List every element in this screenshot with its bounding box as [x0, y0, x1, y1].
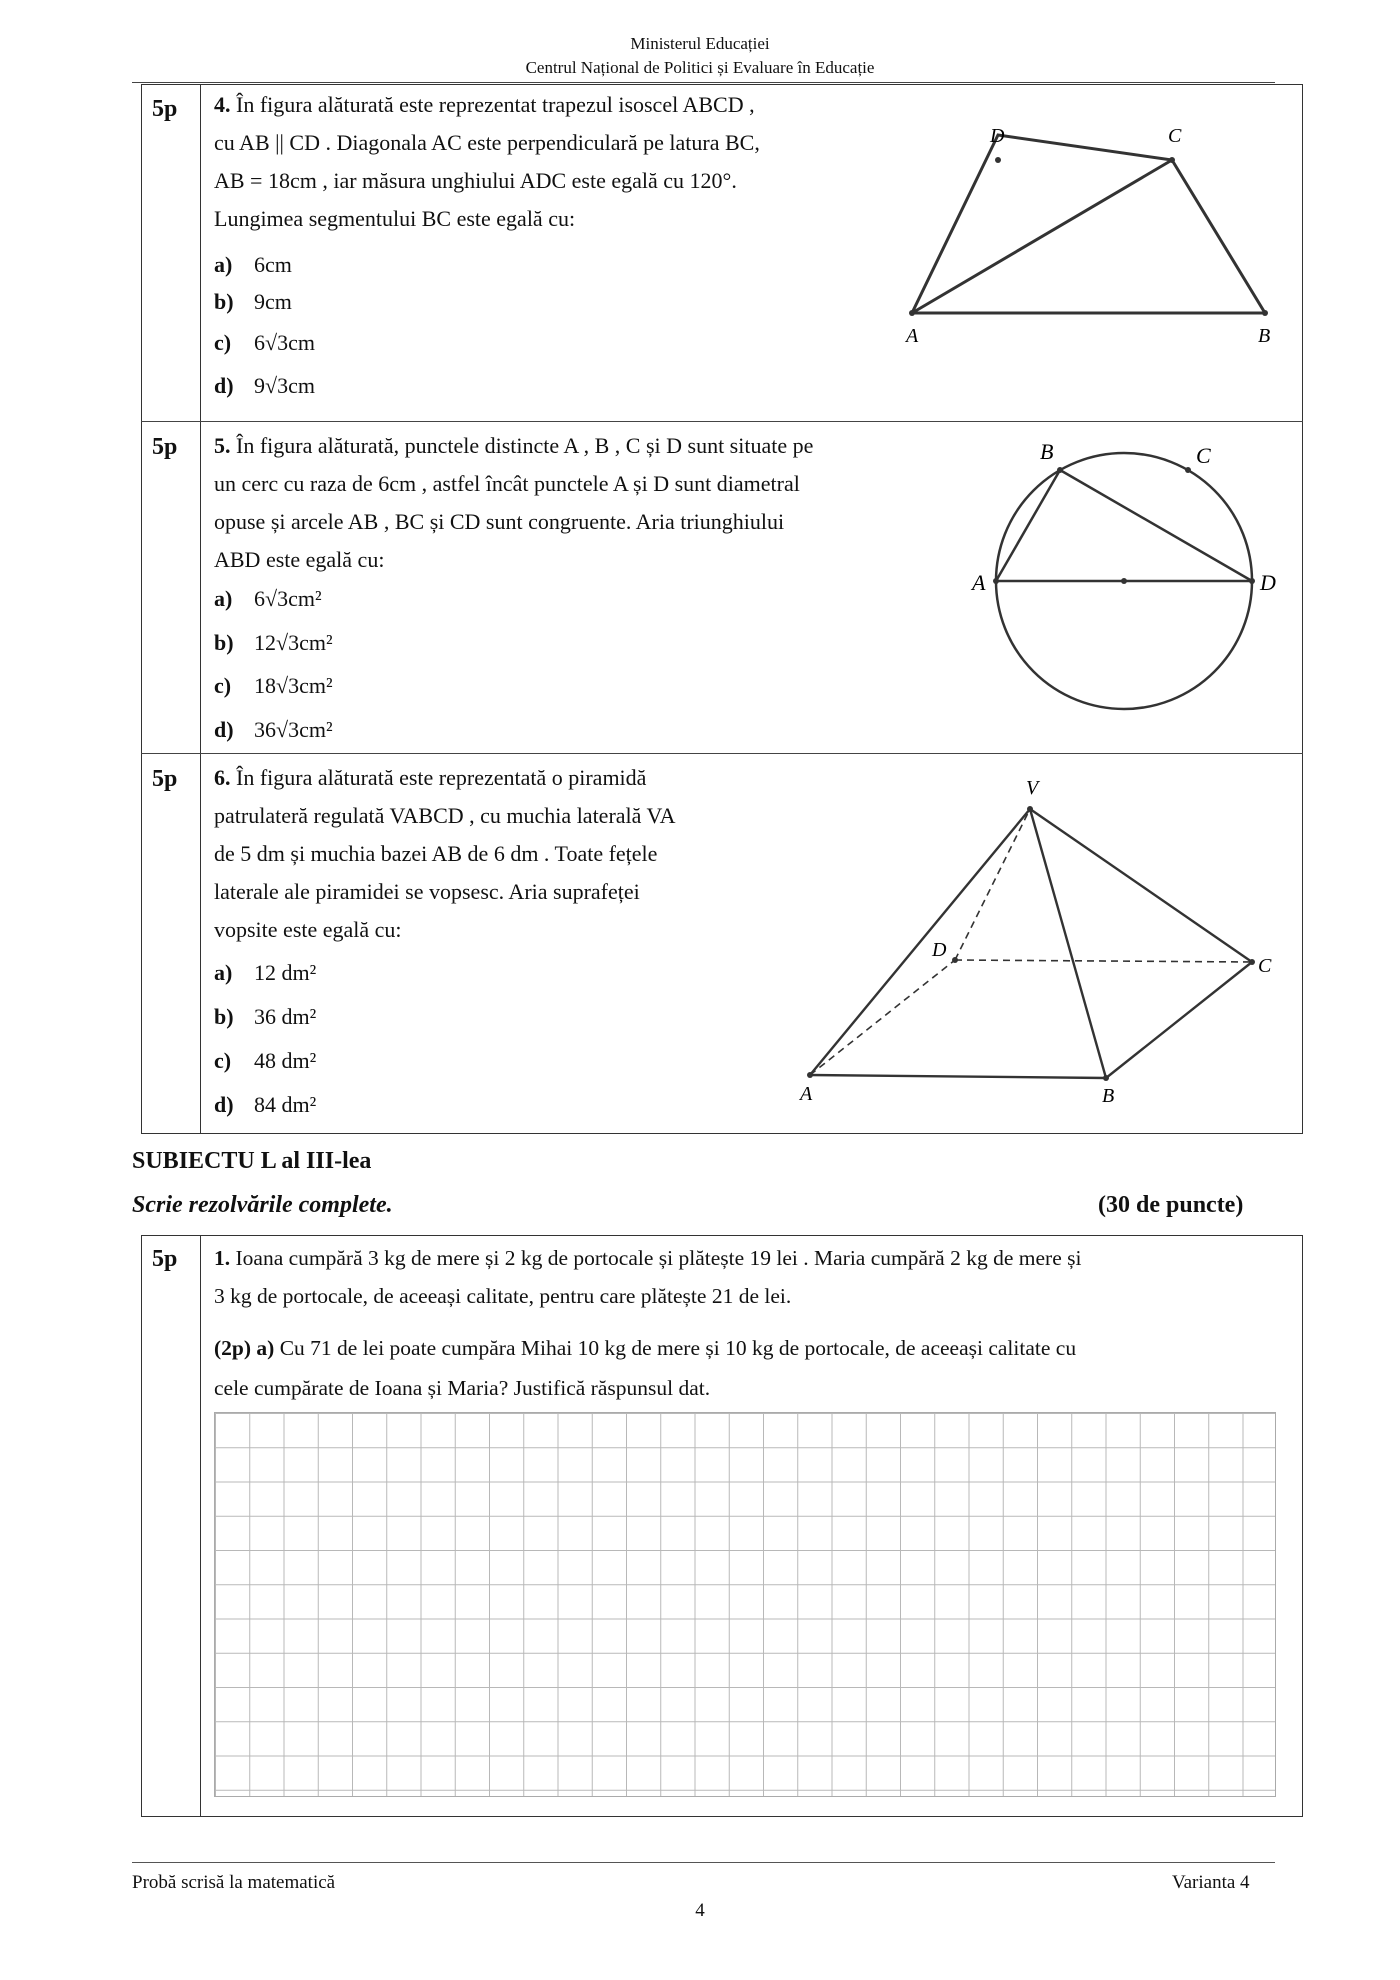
- label-c: C: [1168, 125, 1182, 147]
- q4-text: [214, 86, 870, 238]
- q6-number: 6.: [214, 765, 231, 790]
- q4-line: cu AB || CD . Diagonala AC este perpendiculară pe latura BC,: [214, 130, 760, 155]
- segment-bd: [1060, 470, 1252, 581]
- q6-option-d[interactable]: d) 84 dm²: [214, 1092, 317, 1117]
- center-point: [1121, 578, 1127, 584]
- q4-line: În figura alăturată este reprezentat trapezul isoscel ABCD ,: [236, 92, 755, 117]
- p1-sub-label: (2p) a): [214, 1336, 275, 1360]
- point-d: [995, 157, 1001, 163]
- label-d: D: [932, 939, 947, 961]
- p1-number: 1.: [214, 1246, 231, 1270]
- q5-line: opuse și arcele AB , BC și CD sunt congruente. Aria triunghiului: [214, 509, 785, 534]
- q6-option-c[interactable]: c) 48 dm²: [214, 1048, 317, 1073]
- point-b: [1057, 467, 1063, 473]
- q4-option-c[interactable]: c) 6√3cm: [214, 330, 315, 355]
- q6-line: vopsite este egală cu:: [214, 917, 402, 942]
- q6-line: patrulateră regulată VABCD , cu muchia laterală VA: [214, 803, 676, 828]
- circle-figure: [960, 430, 1280, 720]
- diagonal-ac: [912, 160, 1172, 313]
- label-a: A: [800, 1083, 813, 1105]
- edge-ab: [810, 1075, 1106, 1078]
- p1-sub-line: Cu 71 de lei poate cumpăra Mihai 10 kg de mere și 10 kg de portocale, de aceeași calitate cu: [279, 1336, 1077, 1360]
- q4-option-b[interactable]: b) 9cm: [214, 289, 292, 314]
- point-c: [1249, 959, 1255, 965]
- label-d: D: [1260, 570, 1276, 595]
- footer-rule: [132, 1862, 1275, 1863]
- label-a: A: [972, 570, 986, 595]
- point-c: [1169, 157, 1175, 163]
- section-instruction: Scrie rezolvările complete.: [132, 1192, 393, 1218]
- point-a: [909, 310, 915, 316]
- trapezoid-abcd: [912, 135, 1265, 313]
- label-c: C: [1258, 955, 1272, 977]
- q5-text: [214, 427, 950, 579]
- q5-line: un cerc cu raza de 6cm , astfel încât punctele A și D sunt diametral: [214, 471, 800, 496]
- q5-option-b[interactable]: b) 12√3cm²: [214, 630, 333, 655]
- answer-grid[interactable]: [214, 1412, 1276, 1797]
- q6-line: de 5 dm și muchia bazei AB de 6 dm . Toate fețele: [214, 841, 658, 866]
- q5-option-d[interactable]: d) 36√3cm²: [214, 717, 333, 742]
- q6-option-a[interactable]: a) 12 dm²: [214, 960, 317, 985]
- pyramid-figure: [790, 770, 1290, 1110]
- point-d: [1249, 578, 1255, 584]
- row-divider: [141, 753, 1303, 754]
- label-v: V: [1026, 777, 1039, 799]
- header-rule: [132, 82, 1275, 83]
- trapezoid-figure: [880, 110, 1290, 360]
- q5-number: 5.: [214, 433, 231, 458]
- label-b: B: [1258, 325, 1271, 347]
- p1-text: [214, 1239, 1289, 1315]
- points-column-divider: [200, 84, 201, 1134]
- point-c: [1185, 467, 1191, 473]
- q6-points: 5p: [152, 766, 178, 792]
- label-c: C: [1196, 443, 1211, 468]
- q4-option-d[interactable]: d) 9√3cm: [214, 373, 315, 398]
- q6-line: laterale ale piramidei se vopsesc. Aria suprafeței: [214, 879, 640, 904]
- row-divider: [141, 421, 1303, 422]
- label-a: A: [906, 325, 919, 347]
- q4-line: Lungimea segmentului BC este egală cu:: [214, 206, 576, 231]
- q6-option-b[interactable]: b) 36 dm²: [214, 1004, 317, 1029]
- p1-points: 5p: [152, 1246, 178, 1272]
- header-center: Centrul Național de Politici și Evaluare în Educație: [525, 58, 875, 77]
- point-b: [1103, 1075, 1109, 1081]
- p1-sub-a: [214, 1328, 1289, 1408]
- q4-number: 4.: [214, 92, 231, 117]
- point-d: [952, 957, 958, 963]
- q5-line: În figura alăturată, punctele distincte A , B , C și D sunt situate pe: [236, 433, 814, 458]
- p1-line: 3 kg de portocale, de aceeași calitate, pentru care plătește 21 de lei.: [214, 1284, 792, 1308]
- label-d: D: [990, 125, 1005, 147]
- edge-bc: [1106, 962, 1252, 1078]
- point-v: [1027, 806, 1033, 812]
- header-ministry: Ministerul Educației: [630, 34, 770, 53]
- section-points: (30 de puncte): [1098, 1192, 1244, 1218]
- label-b: B: [1102, 1085, 1115, 1107]
- q4-points: 5p: [152, 96, 178, 122]
- q6-line: În figura alăturată este reprezentată o piramidă: [236, 765, 647, 790]
- q4-option-a[interactable]: a) 6cm: [214, 252, 292, 277]
- q5-option-c[interactable]: c) 18√3cm²: [214, 673, 333, 698]
- q5-option-a[interactable]: a) 6√3cm²: [214, 586, 322, 611]
- q5-points: 5p: [152, 434, 178, 460]
- point-a: [993, 578, 999, 584]
- footer-exam-name: Probă scrisă la matematică: [132, 1872, 336, 1893]
- edge-va: [810, 809, 1030, 1075]
- p1-line: Ioana cumpără 3 kg de mere și 2 kg de portocale și plătește 19 lei . Maria cumpără 2 kg de mere și: [235, 1246, 1082, 1270]
- q6-text: [214, 759, 774, 949]
- segment-ab: [996, 470, 1060, 581]
- label-b: B: [1040, 439, 1054, 464]
- page-number: 4: [695, 1900, 705, 1921]
- p1-sub-line: cele cumpărate de Ioana și Maria? Justifică răspunsul dat.: [214, 1376, 711, 1400]
- point-b: [1262, 310, 1268, 316]
- point-a: [807, 1072, 813, 1078]
- footer-variant: Varianta 4: [1172, 1872, 1250, 1893]
- q4-line: AB = 18cm , iar măsura unghiului ADC este egală cu 120°.: [214, 168, 737, 193]
- edge-dc-hidden: [955, 960, 1252, 962]
- section-title: SUBIECTU L al III-lea: [132, 1148, 372, 1174]
- points-column-divider: [200, 1235, 201, 1817]
- edge-ad-hidden: [810, 960, 955, 1075]
- q5-line: ABD este egală cu:: [214, 547, 385, 572]
- edge-vc: [1030, 809, 1252, 962]
- edge-vb: [1030, 809, 1106, 1078]
